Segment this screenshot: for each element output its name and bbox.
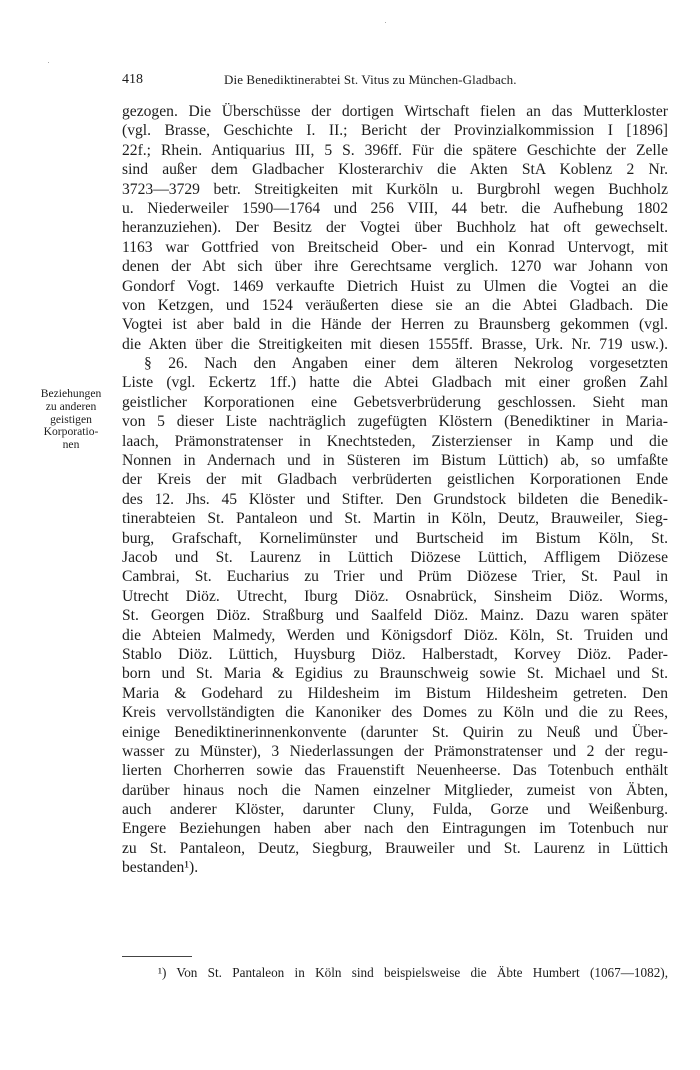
text-line: lierten Chorherren sowie das Frauenstift Neuenheerse. Das Totenbuch enthält bbox=[122, 762, 668, 780]
text-line: bestanden¹). bbox=[122, 859, 199, 877]
text-line: St. Georgen Diöz. Straßburg und Saalfeld Diöz. Mainz. Dazu waren später bbox=[122, 607, 668, 625]
margin-note bbox=[30, 388, 112, 452]
margin-note-line: zu anderen bbox=[45, 399, 97, 413]
text-line: laach, Prämonstratenser in Knechtsteden, Zisterzienser in Kamp und die bbox=[122, 432, 668, 450]
text-line: die Akten über die Streitigkeiten mit diesen 1555ff. Brasse, Urk. Nr. 719 usw.). bbox=[122, 335, 668, 353]
text-line: Stablo Diöz. Lüttich, Huysburg Diöz. Halberstadt, Korvey Diöz. Pader- bbox=[122, 645, 668, 663]
text-line: Vogtei ist aber bald in die Hände der Herren zu Braunsberg gekommen (vgl. bbox=[122, 316, 668, 334]
text-line: burg, Grafschaft, Kornelimünster und Burtscheid im Bistum Köln, St. bbox=[122, 529, 668, 547]
text-line: heranzuziehen). Der Besitz der Vogtei über Buchholz hat oft gewechselt. bbox=[122, 219, 668, 237]
text-line: Utrecht Diöz. Utrecht, Iburg Diöz. Osnabrück, Sinsheim Diöz. Worms, bbox=[122, 587, 668, 605]
text-line: Jacob und St. Laurenz in Lüttich Diözese Lüttich, Affligem Diözese bbox=[122, 548, 668, 566]
text-line: Gondorf Vogt. 1469 verkaufte Dietrich Huist zu Ulmen die Vogtei an die bbox=[122, 277, 668, 295]
footnote: ¹) Von St. Pantaleon in Köln sind beispielsweise die Äbte Humbert (1067—1082), bbox=[158, 965, 668, 980]
text-line: § 26. Nach den Angaben einer dem älteren Nekrolog vorgesetzten bbox=[144, 355, 668, 373]
page-number: 418 bbox=[122, 72, 143, 87]
scan-speck bbox=[48, 62, 49, 63]
text-line: wasser zu Münster), 3 Niederlassungen der Prämonstratenser und 2 der regu- bbox=[122, 742, 668, 760]
margin-note-line: geistigen bbox=[50, 412, 92, 426]
text-line: gezogen. Die Überschüsse der dortigen Wirtschaft fielen an das Mutterkloster bbox=[122, 103, 668, 120]
text-line: Maria & Godehard zu Hildesheim im Bistum Hildesheim getreten. Den bbox=[122, 684, 668, 702]
text-line: darüber hinaus noch die Namen einzelner Mitglieder, zumeist von Äbten, bbox=[122, 781, 668, 799]
margin-note-line: Korporatio- bbox=[43, 425, 99, 439]
text-line: von Ketzgen, und 1524 veräußerten diese sie an die Abtei Gladbach. Die bbox=[122, 296, 668, 314]
margin-note-line: nen bbox=[62, 438, 80, 452]
running-title: Die Benediktinerabtei St. Vitus zu München-Gladbach. bbox=[224, 72, 517, 87]
scan-speck bbox=[385, 22, 386, 23]
text-line: sind außer dem Gladbacher Klosterarchiv die Akten StA Koblenz 2 Nr. bbox=[122, 161, 668, 179]
text-line: die Abteien Malmedy, Werden und Königsdorf Diöz. Köln, St. Truiden und bbox=[122, 626, 668, 644]
text-line: Cambrai, St. Eucharius zu Trier und Prüm Diözese Trier, St. Paul in bbox=[122, 568, 668, 586]
text-line: Nonnen in Andernach und in Süsteren im Bistum Lüttich) ab, so umfaßte bbox=[122, 452, 668, 470]
text-line: (vgl. Brasse, Geschichte I. II.; Bericht der Provinzialkommission I [1896] bbox=[122, 122, 668, 140]
body-text bbox=[122, 102, 668, 878]
text-line: von 5 dieser Liste nachträglich zugefügten Klöstern (Benediktiner in Maria- bbox=[122, 413, 668, 431]
page-header bbox=[122, 72, 668, 92]
text-line: zu St. Pantaleon, Deutz, Siegburg, Brauweiler und St. Laurenz in Lüttich bbox=[122, 839, 668, 857]
text-line: des 12. Jhs. 45 Klöster und Stifter. Den Grundstock bildeten die Benedik- bbox=[122, 490, 668, 508]
text-line: auch anderer Klöster, darunter Cluny, Fulda, Gorze und Weißenburg. bbox=[122, 801, 668, 819]
text-line: 22f.; Rhein. Antiquarius III, 5 S. 396ff. Für die spätere Geschichte der Zelle bbox=[122, 141, 668, 159]
text-line: geistlicher Korporationen eine Gebetsverbrüderung geschlossen. Sieht man bbox=[122, 393, 668, 411]
footnote-rule bbox=[122, 956, 192, 957]
text-line: 3723—3729 betr. Streitigkeiten mit Kurköln u. Burgbrohl wegen Buchholz bbox=[122, 180, 668, 198]
margin-note-line: Beziehungen bbox=[40, 387, 102, 400]
text-line: Engere Beziehungen haben aber nach den Eintragungen im Totenbuch nur bbox=[122, 820, 668, 838]
text-line: tinerabteien St. Pantaleon und St. Martin in Köln, Deutz, Brauweiler, Sieg- bbox=[122, 510, 668, 528]
text-line: der Kreis der mit Gladbach verbrüderten geistlichen Korporationen Ende bbox=[122, 471, 668, 489]
text-line: 1163 war Gottfried von Breitscheid Ober- und ein Konrad Untervogt, mit bbox=[122, 238, 668, 256]
text-line: denen der Abt sich über ihre Gerechtsame verglich. 1270 war Johann von bbox=[122, 258, 668, 276]
text-line: u. Niederweiler 1590—1764 und 256 VIII, 44 betr. die Aufhebung 1802 bbox=[122, 199, 668, 217]
text-line: Kreis vervollständigten die Kanoniker des Domes zu Köln und die zu Rees, bbox=[122, 704, 668, 722]
text-line: Liste (vgl. Eckertz 1ff.) hatte die Abtei Gladbach mit einer großen Zahl bbox=[122, 374, 668, 392]
text-line: born und St. Maria & Egidius zu Braunschweig sowie St. Michael und St. bbox=[122, 665, 668, 683]
text-line: einige Benediktinerinnenkonvente (darunter St. Quirin zu Neuß und Über- bbox=[122, 723, 668, 741]
